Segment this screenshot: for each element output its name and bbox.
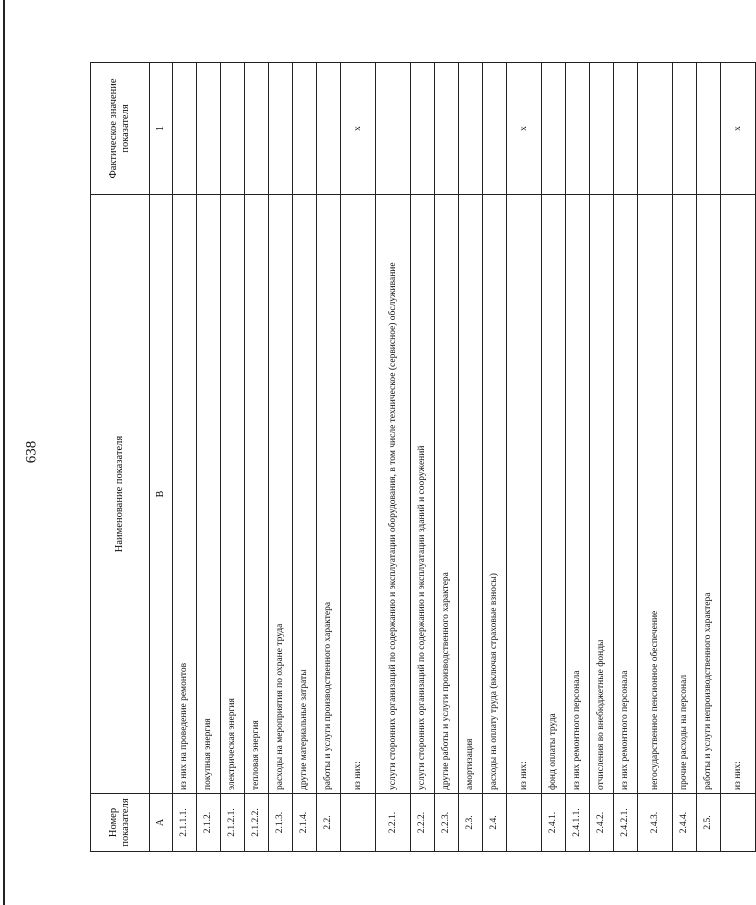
row-number: 2.4.1.	[542, 794, 566, 852]
row-value	[221, 63, 245, 195]
row-number: 2.4.2.	[590, 794, 614, 852]
table-row	[507, 63, 542, 852]
row-value	[197, 63, 221, 195]
row-number: 2.1.2.	[197, 794, 221, 852]
row-name: из них ремонтного персонала	[566, 195, 590, 794]
row-number: 2.2.2.	[411, 794, 435, 852]
letter-a: А	[150, 794, 173, 852]
table-row	[293, 63, 317, 852]
row-value: x	[721, 63, 756, 195]
row-value	[459, 63, 483, 195]
row-name: из них на проведение ремонтов	[173, 195, 197, 794]
row-number: 2.2.1.	[376, 794, 411, 852]
row-name: амортизация	[459, 195, 483, 794]
table-row	[483, 63, 507, 852]
row-number	[507, 794, 542, 852]
rotated-table-container	[90, 62, 743, 852]
row-name: услуги сторонних организаций по содержанию и эксплуатации оборудования, в том числе техническое (сервисное) обслуживание	[376, 195, 411, 794]
row-number: 2.4.3.	[638, 794, 673, 852]
row-number	[341, 794, 376, 852]
row-value	[673, 63, 697, 195]
row-number: 2.4.1.1.	[566, 794, 590, 852]
table-row	[269, 63, 293, 852]
row-name: работы и услуги производственного характера	[317, 195, 341, 794]
table-row	[638, 63, 673, 852]
row-value	[638, 63, 673, 195]
row-value	[614, 63, 638, 195]
row-number: 2.1.2.2.	[245, 794, 269, 852]
table-row	[411, 63, 435, 852]
row-value	[590, 63, 614, 195]
page-number: 638	[23, 440, 40, 464]
row-name: из них:	[341, 195, 376, 794]
table-header-row	[91, 63, 150, 852]
table-row	[459, 63, 483, 852]
table-row	[566, 63, 590, 852]
header-value: Фактическое значение показателя	[91, 63, 150, 195]
row-name: расходы на оплату труда (включая страховые взносы)	[483, 195, 507, 794]
row-value	[697, 63, 721, 195]
table-row	[435, 63, 459, 852]
row-value	[173, 63, 197, 195]
row-name: покупная энергия	[197, 195, 221, 794]
row-name: из них:	[507, 195, 542, 794]
row-name: фонд оплаты труда	[542, 195, 566, 794]
table-row	[614, 63, 638, 852]
row-value	[411, 63, 435, 195]
table-row	[173, 63, 197, 852]
row-name: тепловая энергия	[245, 195, 269, 794]
table-row	[245, 63, 269, 852]
table-row	[721, 63, 756, 852]
page-margin-line	[3, 0, 5, 905]
row-name: из них ремонтного персонала	[614, 195, 638, 794]
table-row	[341, 63, 376, 852]
table-row	[697, 63, 721, 852]
row-number: 2.1.1.1.	[173, 794, 197, 852]
row-value	[566, 63, 590, 195]
letter-1: 1	[150, 63, 173, 195]
table-row	[376, 63, 411, 852]
row-number: 2.1.3.	[269, 794, 293, 852]
row-value	[483, 63, 507, 195]
table-row	[590, 63, 614, 852]
row-name: отчисления во внебюджетные фонды	[590, 195, 614, 794]
header-number: Номер показателя	[91, 794, 150, 852]
row-number: 2.2.3.	[435, 794, 459, 852]
row-name: расходы на мероприятия по охране труда	[269, 195, 293, 794]
row-value	[376, 63, 411, 195]
row-number: 2.4.	[483, 794, 507, 852]
row-value	[317, 63, 341, 195]
row-number: 2.5.	[697, 794, 721, 852]
row-value	[245, 63, 269, 195]
row-name: прочие расходы на персонал	[673, 195, 697, 794]
row-number: 2.3.	[459, 794, 483, 852]
table-row	[317, 63, 341, 852]
row-name: работы и услуги непроизводственного характера	[697, 195, 721, 794]
row-name: из них:	[721, 195, 756, 794]
table-row	[542, 63, 566, 852]
row-number: 2.1.4.	[293, 794, 317, 852]
row-number: 2.4.2.1.	[614, 794, 638, 852]
row-value: x	[507, 63, 542, 195]
row-value	[269, 63, 293, 195]
row-name: электрическая энергия	[221, 195, 245, 794]
row-number	[721, 794, 756, 852]
row-value: x	[341, 63, 376, 195]
column-letters-row	[150, 63, 173, 852]
row-number: 2.2.	[317, 794, 341, 852]
row-number: 2.4.4.	[673, 794, 697, 852]
table-row	[197, 63, 221, 852]
letter-b: В	[150, 195, 173, 794]
table-row	[221, 63, 245, 852]
row-name: негосударственное пенсионное обеспечение	[638, 195, 673, 794]
header-name: Наименование показателя	[91, 195, 150, 794]
row-value	[435, 63, 459, 195]
table-row	[673, 63, 697, 852]
indicators-table	[90, 62, 756, 852]
row-name: другие работы и услуги производственного характера	[435, 195, 459, 794]
row-name: услуги сторонних организаций по содержанию и эксплуатации зданий и сооружений	[411, 195, 435, 794]
row-value	[542, 63, 566, 195]
row-number: 2.1.2.1.	[221, 794, 245, 852]
row-value	[293, 63, 317, 195]
row-name: другие материальные затраты	[293, 195, 317, 794]
